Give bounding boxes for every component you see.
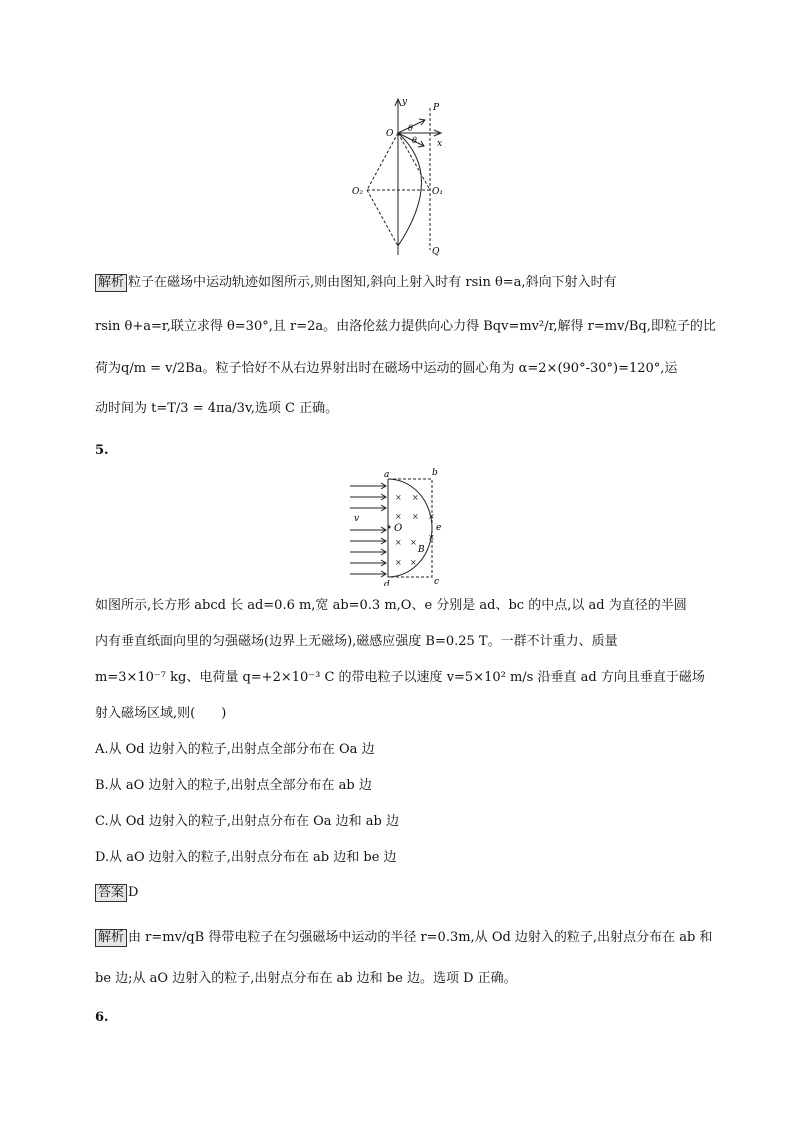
field-cross: × xyxy=(395,558,402,567)
question-5-solution-2: be 边;从 aO 边射入的粒子,出射点分布在 ab 边和 be 边。选项 D 正确。 xyxy=(95,971,517,986)
question-5-option-a: A.从 Od 边射入的粒子,出射点全部分布在 Oa 边 xyxy=(95,742,375,757)
solution-4-line-2: rsin θ+a=r,联立求得 θ=30°,且 r=2a。由洛伦兹力提供向心力得 Bqv=mv²/r,解得 r=mv/Bq,即粒子的比 xyxy=(95,319,716,334)
fig1-label-o2: O₂ xyxy=(352,187,363,197)
question-5-stem-3: m=3×10⁻⁷ kg、电荷量 q=+2×10⁻³ C 的带电粒子以速度 v=5×10² m/s 沿垂直 ad 方向且垂直于磁场 xyxy=(95,670,705,685)
question-5-answer xyxy=(95,884,138,902)
answer-tag: 答案 xyxy=(95,884,127,902)
analysis-tag: 解析 xyxy=(95,929,127,947)
answer-value: D xyxy=(128,885,139,900)
field-cross: × xyxy=(412,512,419,521)
field-cross: × xyxy=(395,512,402,521)
field-cross: × xyxy=(410,538,417,547)
fig1-label-theta2: θ xyxy=(412,136,417,145)
question-5-option-b: B.从 aO 边射入的粒子,出射点全部分布在 ab 边 xyxy=(95,778,372,793)
solution-4-line-1 xyxy=(95,274,617,292)
solution-4-line-4: 动时间为 t=T/3 = 4πa/3v,选项 C 正确。 xyxy=(95,401,339,416)
fig5-label-d: d xyxy=(384,580,390,586)
fig5-label-a: a xyxy=(384,470,390,480)
fig1-label-y: y xyxy=(402,97,408,107)
question-5-stem-2: 内有垂直纸面向里的匀强磁场(边界上无磁场),磁感应强度 B=0.25 T。一群不计重力、质量 xyxy=(95,634,618,649)
fig1-label-theta1: θ xyxy=(408,124,413,133)
field-cross: × xyxy=(410,558,417,567)
fig5-label-o: O xyxy=(394,523,403,534)
question-5-option-d: D.从 aO 边射入的粒子,出射点分布在 ab 边和 be 边 xyxy=(95,850,397,865)
fig1-label-o: O xyxy=(386,129,394,139)
fig1-label-q: Q xyxy=(432,247,440,257)
solution-4-text-1: 粒子在磁场中运动轨迹如图所示,则由图知,斜向上射入时有 rsin θ=a,斜向下射入时有 xyxy=(128,275,617,290)
fig5-label-b-field: B xyxy=(418,545,425,555)
solution-4-line-3: 荷为q/m = v/2Ba。粒子恰好不从右边界射出时在磁场中运动的圆心角为 α=2×(90°-30°)=120°,运 xyxy=(95,361,678,376)
fig5-label-e: e xyxy=(436,523,442,533)
fig1-label-x: x xyxy=(437,139,443,149)
question-5-number: 5. xyxy=(95,443,109,458)
fig5-label-b: b xyxy=(432,468,438,478)
figure-trajectory-diagram xyxy=(340,90,460,260)
fig1-label-o1: O₁ xyxy=(432,187,443,197)
question-5-solution-1 xyxy=(95,929,712,947)
question-5-option-c: C.从 Od 边射入的粒子,出射点分布在 Oa 边和 ab 边 xyxy=(95,814,400,829)
field-cross: × xyxy=(428,512,435,521)
field-cross: × xyxy=(428,533,435,542)
field-cross: × xyxy=(395,493,402,502)
fig5-label-v: v xyxy=(354,514,360,524)
fig5-label-c: c xyxy=(434,577,440,586)
field-cross: × xyxy=(412,493,419,502)
figure-magnetic-field-rectangle xyxy=(345,468,455,586)
question-5-stem-4: 射入磁场区域,则( ) xyxy=(95,706,227,721)
fig1-label-p: P xyxy=(433,103,440,113)
question-6-number: 6. xyxy=(95,1010,109,1025)
analysis-tag: 解析 xyxy=(95,274,127,292)
field-cross: × xyxy=(395,538,402,547)
solution-5-text-1: 由 r=mv/qB 得带电粒子在匀强磁场中运动的半径 r=0.3m,从 Od 边射入的粒子,出射点分布在 ab 和 xyxy=(128,930,713,945)
question-5-stem-1: 如图所示,长方形 abcd 长 ad=0.6 m,宽 ab=0.3 m,O、e 分别是 ad、bc 的中点,以 ad 为直径的半圆 xyxy=(95,598,687,613)
